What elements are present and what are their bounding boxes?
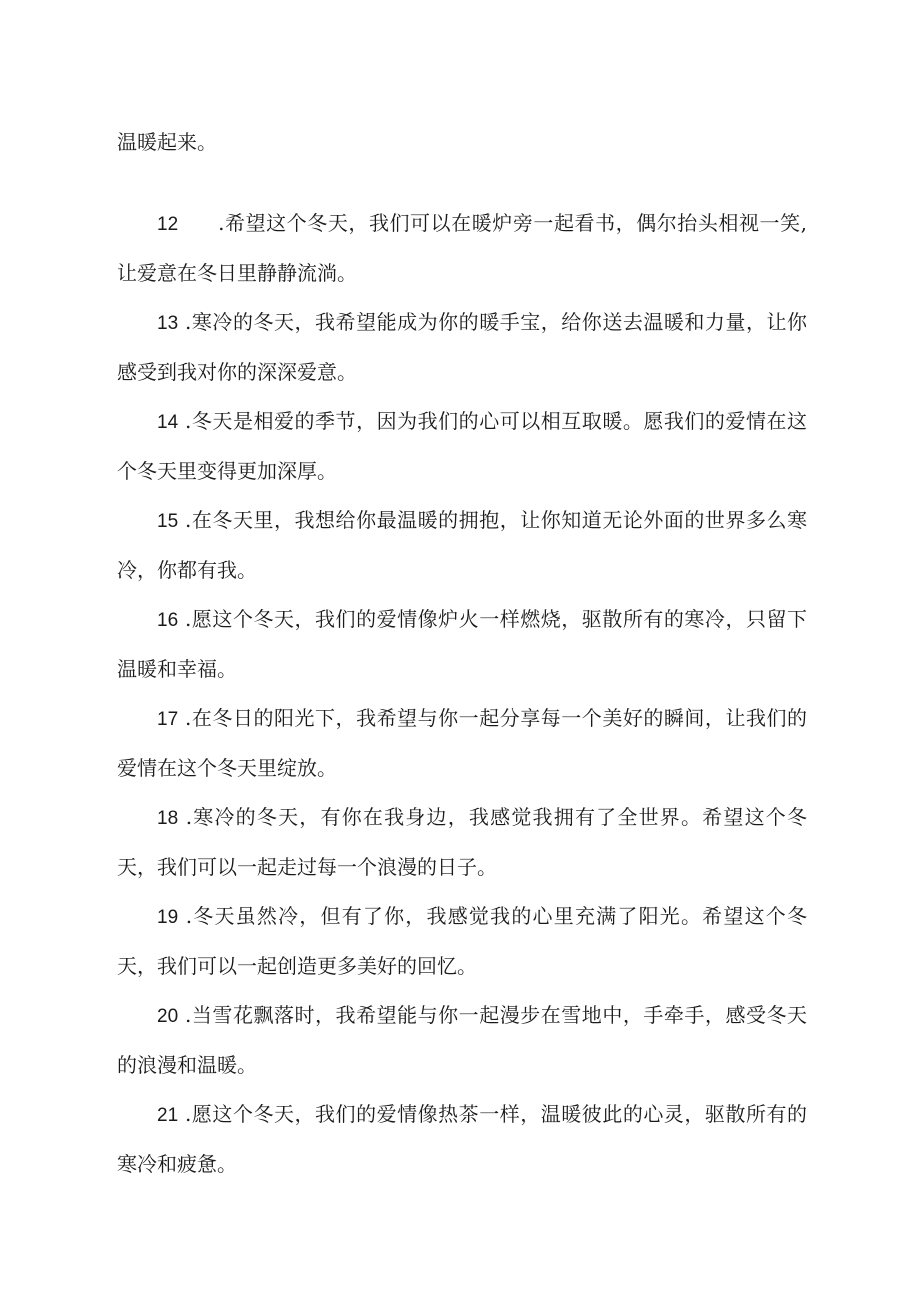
item-number: 17 — [157, 709, 179, 730]
item-text: .在冬天里，我想给你最温暖的拥抱，让你知道无论外面的世界多么寒冷，你都有我。 — [117, 508, 808, 582]
document-body — [117, 118, 807, 1189]
item-text: .愿这个冬天，我们的爱情像热茶一样，温暖彼此的心灵，驱散所有的寒冷和疲惫。 — [117, 1102, 808, 1176]
list-item-21 — [117, 1090, 807, 1189]
item-number: 18 — [157, 808, 179, 829]
item-number: 15 — [157, 511, 179, 532]
list-item-18 — [117, 793, 807, 892]
item-text: .在冬日的阳光下，我希望与你一起分享每一个美好的瞬间，让我们的爱情在这个冬天里绽放。 — [117, 706, 808, 780]
list-item-14 — [117, 397, 807, 496]
item-text: .当雪花飘落时，我希望能与你一起漫步在雪地中，手牵手，感受冬天的浪漫和温暖。 — [117, 1003, 808, 1077]
continuation-paragraph: 温暖起来。 — [117, 130, 217, 154]
item-number: 20 — [157, 1006, 179, 1027]
item-text: .寒冷的冬天，我希望能成为你的暖手宝，给你送去温暖和力量，让你感受到我对你的深深爱意。 — [117, 310, 808, 384]
list-item-15 — [117, 496, 807, 595]
item-number: 12 — [157, 214, 179, 235]
item-text: .寒冷的冬天，有你在我身边，我感觉我拥有了全世界。希望这个冬天，我们可以一起走过每一个浪漫的日子。 — [117, 805, 807, 879]
item-number: 21 — [157, 1105, 179, 1126]
list-item-13 — [117, 298, 807, 397]
item-number: 13 — [157, 313, 179, 334]
list-item-12 — [117, 199, 807, 298]
list-item-19 — [117, 892, 807, 991]
list-item-17 — [117, 694, 807, 793]
item-number: 16 — [157, 610, 179, 631]
item-text: .冬天是相爱的季节，因为我们的心可以相互取暖。愿我们的爱情在这个冬天里变得更加深厚。 — [117, 409, 808, 483]
list-item-16 — [117, 595, 807, 694]
item-text: .愿这个冬天，我们的爱情像炉火一样燃烧，驱散所有的寒冷，只留下温暖和幸福。 — [117, 607, 808, 681]
list-item-20 — [117, 991, 807, 1090]
item-text: .冬天虽然冷，但有了你，我感觉我的心里充满了阳光。希望这个冬天，我们可以一起创造更多美好的回忆。 — [117, 904, 807, 978]
item-number: 14 — [157, 412, 179, 433]
item-text: .希望这个冬天，我们可以在暖炉旁一起看书，偶尔抬头相视一笑,让爱意在冬日里静静流淌。 — [117, 211, 807, 285]
item-number: 19 — [157, 907, 179, 928]
